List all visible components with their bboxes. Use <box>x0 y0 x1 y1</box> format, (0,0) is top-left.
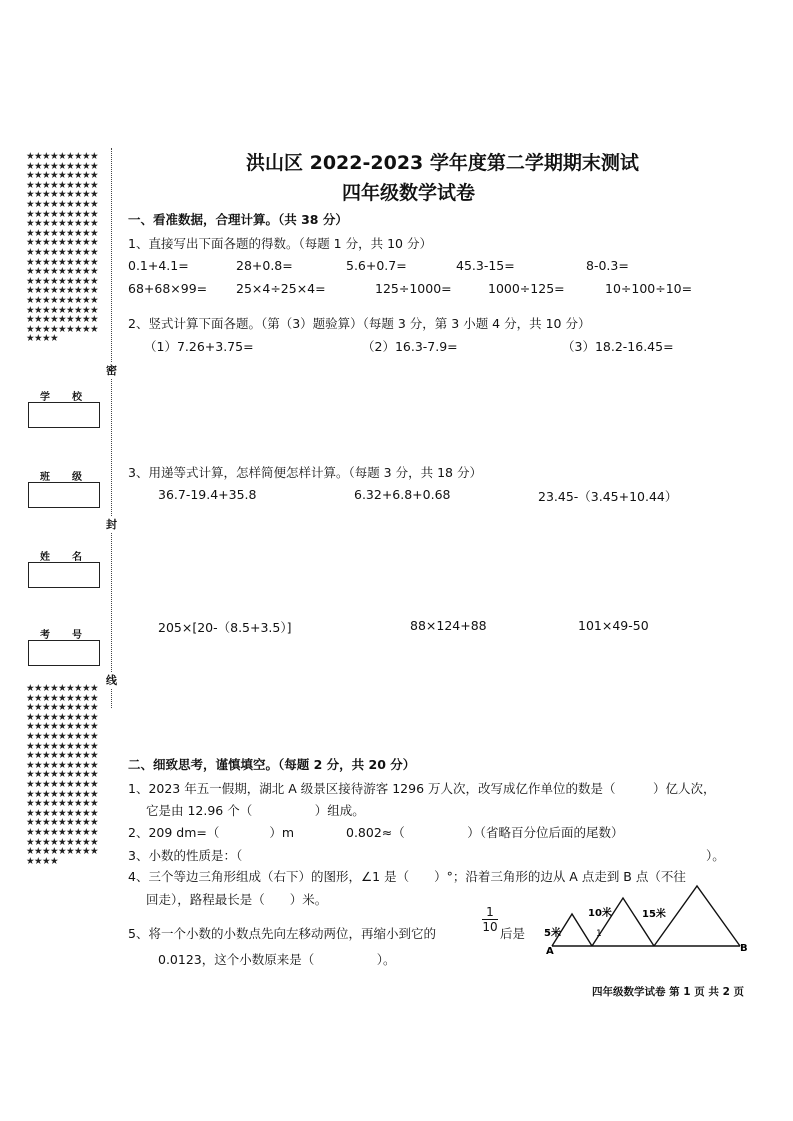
fraction-denominator: 10 <box>482 920 498 934</box>
label-10m: 10米 <box>588 908 612 919</box>
q3-problem: 6.32+6.8+0.68 <box>354 487 451 502</box>
q3-problem: 205×[20-（8.5+3.5）] <box>158 620 292 635</box>
q1-problem: 45.3-15= <box>456 258 515 273</box>
q1-problem: 5.6+0.7= <box>346 258 407 273</box>
s2-q3: 3、小数的性质是：（ <box>128 848 243 863</box>
s2-q5-fraction <box>482 906 498 933</box>
s2-q4-line1: 4、三个等边三角形组成（右下）的图形，∠1 是（ ）°；沿着三角形的边从 A 点走到 B 点（不往 <box>128 869 686 884</box>
s2-q2-part-b: 0.802≈（ ）（省略百分位后面的尾数） <box>346 825 624 840</box>
q3-problem: 23.45-（3.45+10.44） <box>538 489 678 504</box>
q1-problem: 1000÷125= <box>488 281 565 296</box>
q1-problem: 8-0.3= <box>586 258 629 273</box>
q3-problem: 88×124+88 <box>410 618 487 633</box>
s2-q4-line2: 回走），路程最长是（ ）米。 <box>146 892 328 907</box>
q1-problem: 125÷1000= <box>375 281 452 296</box>
s2-q5-line2: 0.0123，这个小数原来是（ ）。 <box>158 952 396 967</box>
page-subtitle: 四年级数学试卷 <box>342 182 476 204</box>
triangles-figure <box>540 884 760 954</box>
name-field[interactable] <box>28 562 100 588</box>
q2-problem: （2）16.3-7.9= <box>362 339 458 354</box>
s2-q2-part-a: 2、209 dm=（ ）m <box>128 825 295 840</box>
q1-problem: 68+68×99= <box>128 281 208 296</box>
label-point-a: A <box>546 946 554 954</box>
label-5m: 5米 <box>544 928 561 939</box>
q2-problem: （3）18.2-16.45= <box>562 339 674 354</box>
large-triangle <box>654 886 740 946</box>
q2-problem: （1）7.26+3.75= <box>144 339 254 354</box>
q1-problem: 25×4÷25×4= <box>236 281 326 296</box>
s2-q3-end: ）。 <box>706 848 725 863</box>
section2-heading: 二、细致思考，谨慎填空。（每题 2 分，共 20 分） <box>128 757 416 772</box>
exam-number-field[interactable] <box>28 640 100 666</box>
q1-problem: 10÷100÷10= <box>605 281 693 296</box>
seal-char-mi: 密 <box>106 364 117 377</box>
school-label: 学 校 <box>40 392 82 403</box>
q3-problem: 36.7-19.4+35.8 <box>158 487 257 502</box>
class-field[interactable] <box>28 482 100 508</box>
section1-heading: 一、看准数据，合理计算。（共 38 分） <box>128 212 348 227</box>
decorative-stars-bottom: ★★★★★★★★★★★★★★★★★★★★★★★★★★★★★★★★★★★★★★★★★★★★★★★★★★★★★★★★★★★★★★★★★★★★★★★★★★★★★★★★★★★★★★★★★★★★★★★★★★★★★★★★★★★★★★★★★★★★★★★★★★★★★★★★★★★★★★★★★★★★★★★★★★★★★★★★★★★★★★★★★★★★★★ <box>26 684 98 867</box>
seal-char-xian: 线 <box>106 674 117 687</box>
q3-problem: 101×49-50 <box>578 618 649 633</box>
fraction-numerator: 1 <box>486 905 494 919</box>
q1-problem: 28+0.8= <box>236 258 293 273</box>
exam-number-label: 考 号 <box>40 630 82 641</box>
page-footer: 四年级数学试卷 第 1 页 共 2 页 <box>592 986 745 998</box>
q1-heading: 1、直接写出下面各题的得数。（每题 1 分，共 10 分） <box>128 236 432 251</box>
s2-q5-line1b: 后是 <box>500 926 526 941</box>
page-title: 洪山区 2022-2023 学年度第二学期期末测试 <box>246 152 639 174</box>
q3-heading: 3、用递等式计算，怎样简便怎样计算。（每题 3 分，共 18 分） <box>128 465 482 480</box>
name-label: 姓 名 <box>40 552 82 563</box>
school-field[interactable] <box>28 402 100 428</box>
seal-char-feng: 封 <box>106 518 117 531</box>
q2-heading: 2、竖式计算下面各题。（第（3）题验算）（每题 3 分，第 3 小题 4 分，共 10 分） <box>128 316 591 331</box>
s2-q1-line2: 它是由 12.96 个（ ）组成。 <box>146 803 365 818</box>
s2-q1-line1: 1、2023 年五一假期，湖北 A 级景区接待游客 1296 万人次，改写成亿作单位的数是（ ）亿人次， <box>128 781 716 796</box>
decorative-stars-top: ★★★★★★★★★★★★★★★★★★★★★★★★★★★★★★★★★★★★★★★★★★★★★★★★★★★★★★★★★★★★★★★★★★★★★★★★★★★★★★★★★★★★★★★★★★★★★★★★★★★★★★★★★★★★★★★★★★★★★★★★★★★★★★★★★★★★★★★★★★★★★★★★★★★★★★★★★★★★★★★★★★★★★★★★★★★★★★★ <box>26 152 98 345</box>
s2-q5-line1a: 5、将一个小数的小数点先向左移动两位，再缩小到它的 <box>128 926 436 941</box>
binding-line <box>111 148 112 708</box>
label-angle-1: 1 <box>596 929 602 939</box>
q1-problem: 0.1+4.1= <box>128 258 189 273</box>
label-point-b: B <box>740 943 748 954</box>
label-15m: 15米 <box>642 909 666 920</box>
class-label: 班 级 <box>40 472 82 483</box>
